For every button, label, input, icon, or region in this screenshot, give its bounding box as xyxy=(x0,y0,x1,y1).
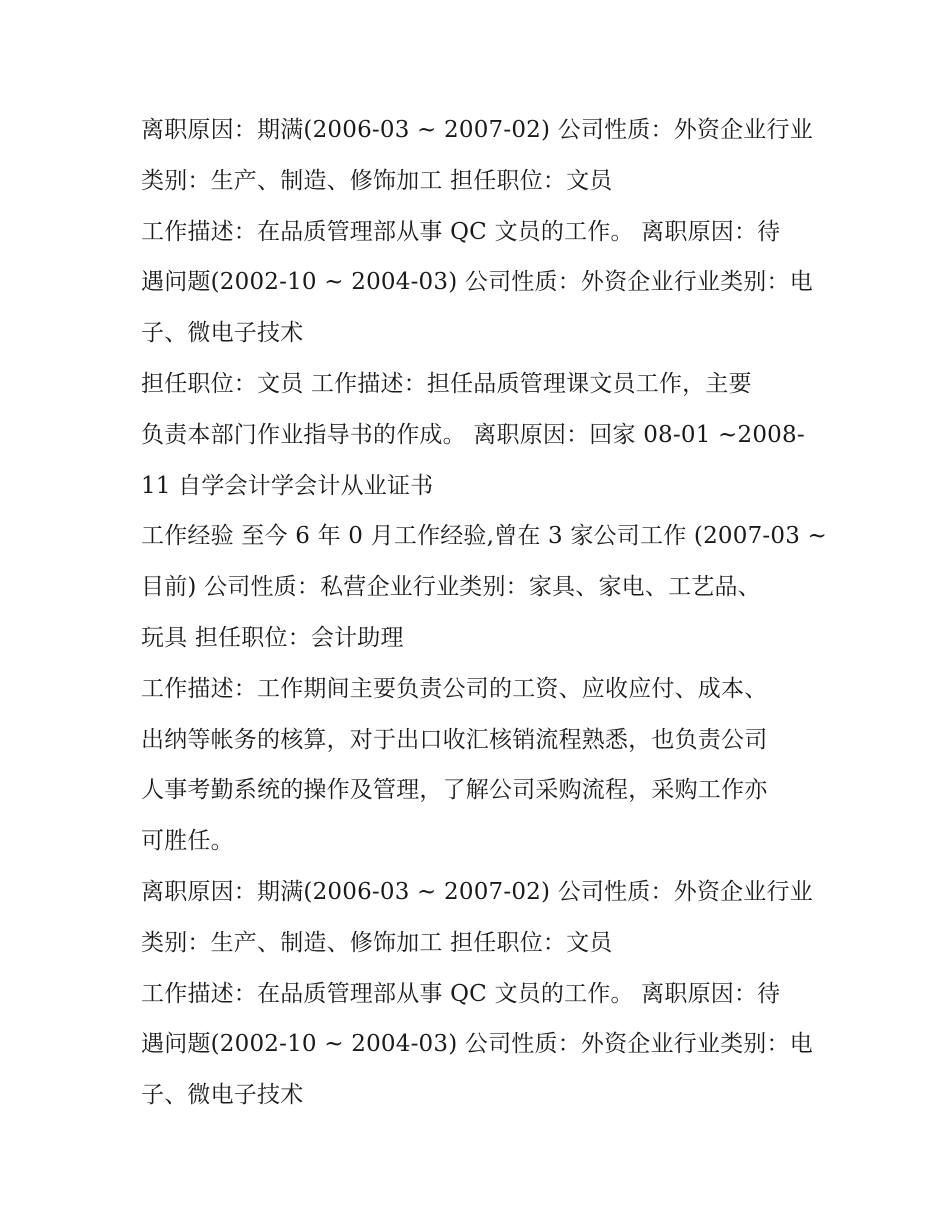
document-body xyxy=(141,105,828,1121)
text-line: 遇问题(2002-10 ~ 2004-03) 公司性质：外资企业行业类别：电 xyxy=(141,1031,813,1058)
text-line: 工作描述：工作期间主要负责公司的工资、应收应付、成本、 xyxy=(141,675,768,702)
text-line: 负责本部门作业指导书的作成。 离职原因：回家 08-01 ~2008- xyxy=(141,421,805,448)
text-line: 类别：生产、制造、修饰加工 担任职位：文员 xyxy=(141,929,613,956)
text-line: 担任职位：文员 工作描述：担任品质管理课文员工作，主要 xyxy=(141,370,752,397)
text-line: 玩具 担任职位：会计助理 xyxy=(141,624,404,651)
text-line: 工作描述：在品质管理部从事 QC 文员的工作。 离职原因：待 xyxy=(141,980,781,1007)
text-line: 可胜任。 xyxy=(141,828,234,855)
text-line: 人事考勤系统的操作及管理，了解公司采购流程，采购工作亦 xyxy=(141,777,768,804)
text-line: 出纳等帐务的核算，对于出口收汇核销流程熟悉，也负责公司 xyxy=(141,726,768,753)
text-line: 离职原因：期满(2006-03 ~ 2007-02) 公司性质：外资企业行业 xyxy=(141,117,813,143)
text-line: 子、微电子技术 xyxy=(141,1082,304,1109)
text-line: 子、微电子技术 xyxy=(141,320,304,347)
text-line: 工作经验 至今 6 年 0 月工作经验,曾在 3 家公司工作 (2007-03 ~ xyxy=(141,523,828,550)
text-line: 11 自学会计学会计从业证书 xyxy=(141,472,434,499)
text-line: 目前) 公司性质：私营企业行业类别：家具、家电、工艺品、 xyxy=(141,574,761,601)
text-line: 遇问题(2002-10 ~ 2004-03) 公司性质：外资企业行业类别：电 xyxy=(141,269,813,296)
text-line: 类别：生产、制造、修饰加工 担任职位：文员 xyxy=(141,167,613,194)
text-line: 工作描述：在品质管理部从事 QC 文员的工作。 离职原因：待 xyxy=(141,218,781,245)
text-line: 离职原因：期满(2006-03 ~ 2007-02) 公司性质：外资企业行业 xyxy=(141,878,813,905)
